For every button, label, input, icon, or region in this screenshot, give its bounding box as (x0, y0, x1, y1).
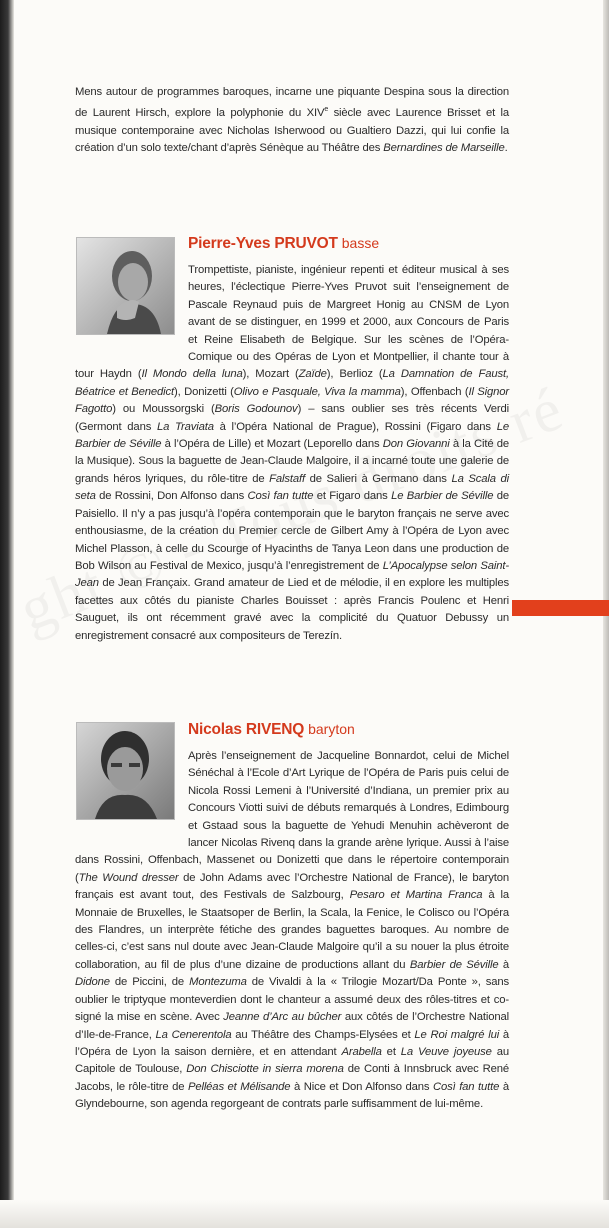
artist-name: Pierre-Yves PRUVOT (188, 235, 338, 252)
artist-heading-pruvot (188, 233, 379, 254)
artist-bio-rivenq (75, 748, 509, 1114)
page-edge-shadow (0, 0, 14, 1228)
bio-text: Après l’enseignement de Jacqueline Bonnardot, celui de Michel Sénéchal à l’Ecole d’Art Lyrique de l’Opéra de Paris puis celui de Nicola Rossi Lemeni à l’Université d’Indiana, un premier prix au Concours Viotti suivi de débuts remarqués à Londres, Edimbourg et Gstaad sous la baguette de Yehudi Menuhin achèveront de lancer Nicolas Rivenq dans la grande arène lyrique. Aussi à l’aise dans Rossini, Offenbach, Massenet ou Donizetti que dans le répertoire contemporain (The Wound dresser de John Adams avec l’Orchestre National de France), le baryton français est avant tout, des Festivals de Salzbourg, Pesaro et Martina Franca à la Monnaie de Bruxelles, le Staatsoper de Berlin, la Scala, la Fenice, le Colisco ou l’Opéra des Flandres, un interprète fétiche des grandes baguettes baroques. Au nombre de celles-ci, c’est sans nul doute avec Jean-Claude Malgoire qu’il a su nouer la plus étroite collaboration, au fil de plus d’une dizaine de productions allant du Barbier de Séville à Didone de Piccini, de Montezuma de Vivaldi à la « Trilogie Mozart/Da Ponte », sans oublier le triptyque monteverdien dont le chanteur a assumé deux des rôles-titres et co-signé la mise en scène. Avec Jeanne d’Arc au bûcher aux côtés de l’Orchestre National d’Ile-de-France, La Cenerentola au Théâtre des Champs-Elysées et Le Roi malgré lui à l’Opéra de Lyon la saison dernière, et en attendant Arabella et La Veuve joyeuse au Capitole de Toulouse, Don Chisciotte in sierra morena de Conti à Innsbruck avec René Jacobs, le rôle-titre de Pelléas et Mélisande à Nice et Don Alfonso dans Così fan tutte à Glyndebourne, son agenda regorgeant de contrats parle suffisamment de lui-même. (75, 750, 510, 1111)
page-bottom-shade (0, 1200, 609, 1228)
artist-bio-pruvot (75, 262, 509, 645)
artist-voice-type: baryton (308, 721, 355, 737)
artist-voice-type: basse (341, 235, 380, 251)
bio-text: Trompettiste, pianiste, ingénieur repenti et éditeur musical à ses heures, l’éclectique Pierre-Yves Pruvot suit l’enseignement de Pascale Reynaud puis de Margreet Honig au CNSM de Lyon avant de se distinguer, en 1999 et 2000, aux Concours de Paris et Reine Elisabeth de Belgique. Sur les scènes de l’Opéra-Comique ou des Opéras de Lyon et Montpellier, il chante tour à tour Haydn (Il Mondo della luna), Mozart (Zaïde), Berlioz (La Damnation de Faust, Béatrice et Benedict), Donizetti (Olivo e Pasquale, Viva la mamma), Offenbach (Il Signor Fagotto) ou Moussorgski (Boris Godounov) – sans oublier ses très récents Verdi (Germont dans La Traviata à l’Opéra National de Prague), Rossini (Figaro dans Le Barbier de Séville à l’Opéra de Lille) et Mozart (Leporello dans Don Giovanni à la Cité de la Musique). Sous la baguette de Jean-Claude Malgoire, il a incarné toute une galerie de grands héros lyriques, du rôle-titre de Falstaff de Salieri à Germano dans La Scala di seta de Rossini, Don Alfonso dans Così fan tutte et Figaro dans Le Barbier de Séville de Paisiello. Il n’y a pas jusqu’à l’opéra contemporain que le baryton français ne serve avec enthousiasme, de la création du Premier cercle de Gilbert Amy à l’Opéra de Lyon avec Michel Plasson, à celle du Scourge of Hyacinths de Tanya Leon dans une production de Bob Wilson au Festival de Mexico, jusqu’à l’enregistrement de L’Apocalypse selon Saint-Jean de Jean Françaix. Grand amateur de Lied et de mélodie, il en explore les multiples facettes aux côtés du pianiste Charles Bouisset : après Francis Poulenc et Henri Sauguet, ils ont récemment gravé avec la complicité du Quatuor Debussy un enregistrement consacré aux compositeurs de Terezín. (75, 264, 510, 642)
red-margin-tab (512, 600, 609, 616)
artist-heading-rivenq (188, 719, 355, 740)
artist-name: Nicolas RIVENQ (188, 721, 305, 738)
intro-paragraph: Mens autour de programmes baroques, incarne une piquante Despina sous la direction de Laurent Hirsch, explore la polyphonie du XIVe siècle avec Laurence Brisset et la musique contemporaine avec Nicholas Isherwood ou Gualtiero Dazzi, qui lui confie la création d’un solo texte/chant d’après Sénèque au Théâtre des Bernardines de Marseille. (75, 86, 509, 154)
